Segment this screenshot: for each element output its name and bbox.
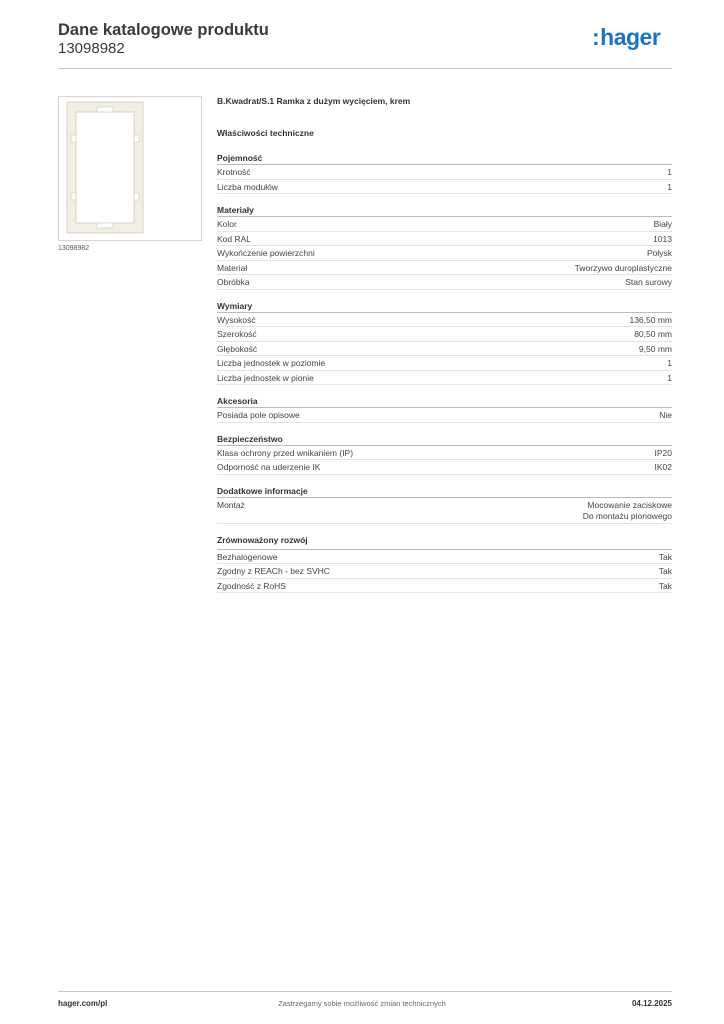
- spec-sections: [217, 153, 672, 593]
- spec-value: [655, 448, 673, 460]
- spec-value-line: Biały: [653, 219, 672, 229]
- spec-label: Liczba jednostek w poziomie: [217, 358, 326, 368]
- spec-value: [629, 315, 672, 327]
- spec-value: [659, 566, 672, 578]
- spec-value-line: 1: [667, 358, 672, 368]
- spec-value-line: 9,50 mm: [638, 343, 672, 354]
- spec-value-line: Nie: [659, 410, 672, 420]
- spec-row: [217, 550, 672, 565]
- hager-logo[interactable]: [592, 26, 660, 49]
- cream-frame-icon: [59, 97, 201, 240]
- spec-value-line: 1: [667, 181, 672, 192]
- product-code: 13098982: [58, 40, 125, 57]
- spec-value: [655, 462, 673, 474]
- image-label: 13098982: [58, 245, 90, 252]
- spec-value-line: Tak: [658, 566, 672, 576]
- spec-row: [217, 232, 672, 247]
- section-title: Akcesoria: [217, 396, 672, 408]
- spec-value-line: Do montażu pionowego: [582, 511, 672, 521]
- spec-label: Zgodny z REACh - bez SVHC: [217, 566, 330, 576]
- spec-value-line: 1013: [653, 233, 672, 244]
- spec-value: [575, 263, 672, 275]
- page-title: Dane katalogowe produktu: [58, 21, 269, 39]
- section-title: Bezpieczeństwo: [217, 434, 672, 446]
- spec-row: [217, 246, 672, 261]
- spec-label: Obróbka: [217, 277, 250, 287]
- spec-value: [667, 358, 672, 370]
- product-image: [58, 96, 202, 241]
- footer-divider: [58, 991, 672, 992]
- spec-label: Liczba modułów: [217, 181, 278, 192]
- disclaimer: Zastrzegamy sobie możliwość zmian technicznych: [278, 999, 446, 1008]
- spec-label: Wykończenie powierzchni: [217, 248, 315, 258]
- spec-label: Bezhalogenowe: [217, 551, 278, 562]
- spec-label: Odporność na uderzenie IK: [217, 462, 321, 472]
- spec-value-line: IP20: [654, 447, 672, 458]
- product-details: [217, 96, 672, 593]
- website-link[interactable]: hager.com/pl: [58, 999, 108, 1008]
- spec-row: [217, 564, 672, 579]
- spec-row: [217, 313, 672, 328]
- spec-label: Szerokość: [217, 329, 257, 339]
- spec-value-line: Mocowanie zaciskowe: [587, 499, 672, 510]
- spec-value-line: 136,50 mm: [629, 314, 672, 325]
- spec-value: [639, 344, 672, 356]
- spec-value-line: 1: [667, 372, 672, 383]
- spec-value-line: 80,50 mm: [634, 329, 672, 339]
- spec-label: Krotność: [217, 167, 251, 177]
- spec-value: [634, 329, 672, 341]
- spec-row: [217, 342, 672, 357]
- spec-value-line: IK02: [654, 462, 672, 472]
- spec-label: Kod RAL: [217, 233, 252, 244]
- spec-label: Zgodność z RoHS: [217, 580, 286, 591]
- spec-value-line: Tak: [658, 551, 672, 562]
- section-title: Pojemność: [217, 153, 672, 165]
- spec-row: [217, 327, 672, 342]
- spec-value: [659, 581, 672, 593]
- spec-row: [217, 165, 672, 180]
- spec-value-line: Połysk: [646, 248, 672, 258]
- spec-value: [653, 234, 672, 246]
- spec-row: [217, 498, 672, 524]
- spec-label: Posiada pole opisowe: [217, 410, 300, 420]
- spec-label: Liczba jednostek w pionie: [217, 372, 314, 383]
- section-title: Zrównoważony rozwój: [217, 535, 672, 550]
- logo-colon: :: [592, 24, 600, 50]
- spec-value-line: Tworzywo duroplastyczne: [574, 262, 672, 273]
- spec-row: [217, 217, 672, 232]
- spec-row: [217, 579, 672, 594]
- spec-row: [217, 460, 672, 475]
- spec-row: [217, 275, 672, 290]
- spec-value: [667, 182, 672, 194]
- spec-value-line: Tak: [658, 580, 672, 591]
- spec-value: [659, 410, 672, 422]
- spec-value: [667, 167, 672, 179]
- spec-value-line: 1: [667, 167, 672, 177]
- document-date: 04.12.2025: [631, 999, 672, 1008]
- spec-label: Montaż: [217, 499, 245, 510]
- spec-value-line: Stan surowy: [625, 277, 672, 287]
- product-title: B.Kwadrat/S.1 Ramka z dużym wycięciem, krem: [217, 96, 411, 106]
- spec-row: [217, 261, 672, 276]
- spec-value: [583, 500, 672, 523]
- spec-label: Głębokość: [217, 343, 258, 354]
- spec-label: Wysokość: [217, 314, 256, 325]
- spec-row: [217, 356, 672, 371]
- spec-row: [217, 446, 672, 461]
- spec-value: [647, 248, 672, 260]
- spec-row: [217, 180, 672, 195]
- spec-value: [654, 219, 672, 231]
- spec-value: [667, 373, 672, 385]
- header-divider: [58, 68, 672, 69]
- spec-row: [217, 371, 672, 386]
- spec-value: [659, 552, 672, 564]
- spec-label: Klasa ochrony przed wnikaniem (IP): [217, 447, 354, 458]
- section-title: Dodatkowe informacje: [217, 486, 672, 498]
- logo-text: hager: [600, 24, 661, 50]
- section-title: Wymiary: [217, 301, 672, 313]
- spec-label: Materiał: [217, 262, 248, 273]
- spec-label: Kolor: [217, 219, 237, 229]
- spec-row: [217, 408, 672, 423]
- section-title: Materiały: [217, 205, 672, 217]
- spec-value: [625, 277, 672, 289]
- properties-heading: Właściwości techniczne: [217, 128, 314, 138]
